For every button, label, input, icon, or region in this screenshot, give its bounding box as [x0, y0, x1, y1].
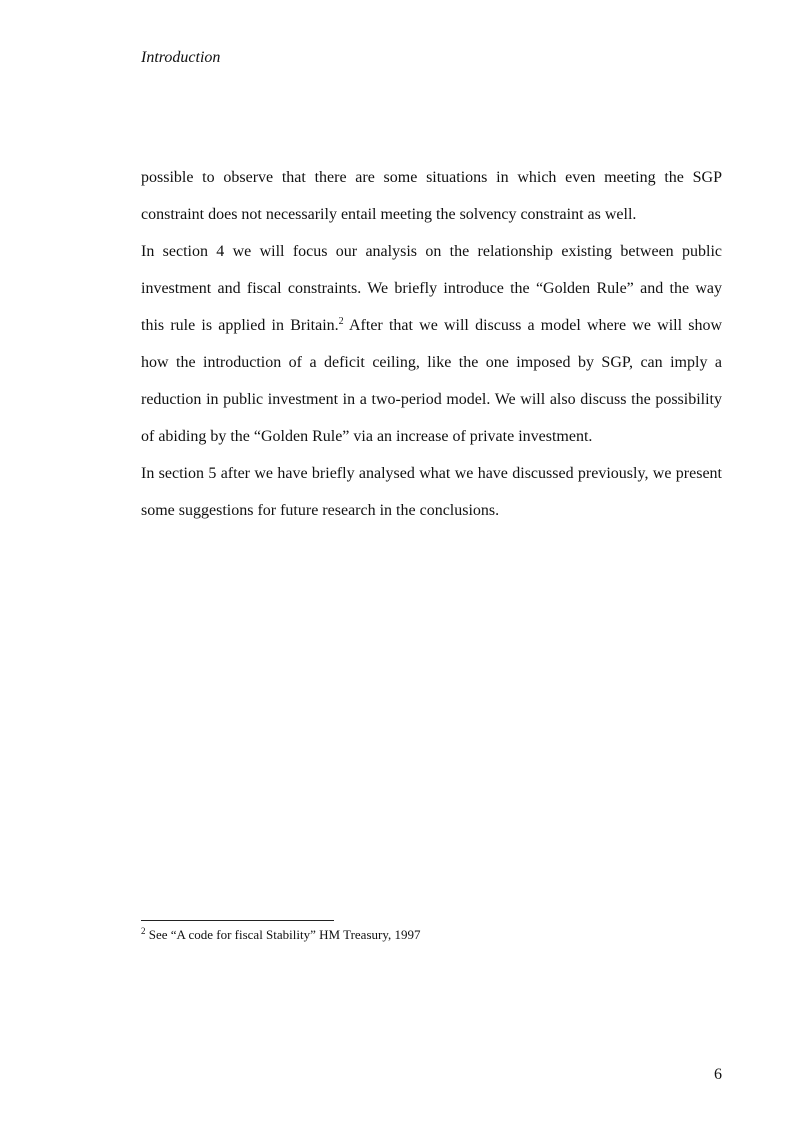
text-line: investment and fiscal constraints. We briefly introduce the “Golden Rule” and the way: [141, 280, 722, 297]
text-line: reduction in public investment in a two-period model. We will also discuss the possibility: [141, 391, 722, 408]
text-segment: this rule is applied in Britain.: [141, 317, 339, 334]
body-text: [141, 166, 722, 536]
text-line-with-footnote-ref: [141, 314, 722, 351]
footnote-separator: [141, 920, 334, 921]
footnote-reference: 2: [338, 316, 344, 327]
running-header: Introduction: [141, 49, 221, 66]
footnote-marker: 2: [141, 926, 146, 936]
text-line: In section 5 after we have briefly analysed what we have discussed previously, we present: [141, 465, 722, 482]
text-line: possible to observe that there are some situations in which even meeting the SGP: [141, 169, 722, 186]
text-line: In section 4 we will focus our analysis on the relationship existing between public: [141, 243, 722, 260]
footnote: [141, 926, 421, 944]
text-line: constraint does not necessarily entail meeting the solvency constraint as well.: [141, 206, 637, 223]
text-line: how the introduction of a deficit ceiling, like the one imposed by SGP, can imply a: [141, 354, 722, 371]
page-number: 6: [714, 1066, 722, 1083]
text-line: some suggestions for future research in the conclusions.: [141, 502, 500, 519]
text-line: of abiding by the “Golden Rule” via an increase of private investment.: [141, 428, 593, 445]
footnote-text: See “A code for fiscal Stability” HM Treasury, 1997: [148, 927, 421, 942]
text-segment: After that we will discuss a model where we will show: [348, 317, 723, 334]
